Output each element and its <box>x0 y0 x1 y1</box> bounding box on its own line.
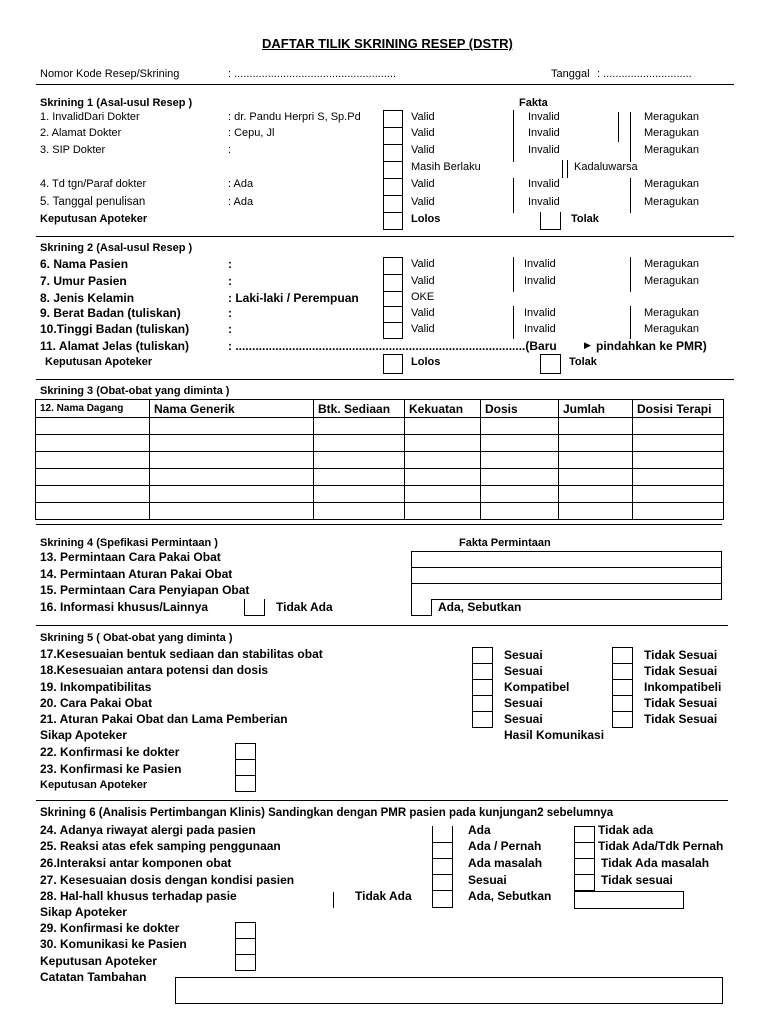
option-meragukan: Meragukan <box>644 196 700 208</box>
item-label: 5. Tanggal penulisan <box>40 196 146 208</box>
table-row[interactable] <box>36 435 724 452</box>
checkbox[interactable] <box>383 306 403 323</box>
item-label: 8. Jenis Kelamin <box>40 291 135 305</box>
keputusan-label: Keputusan Apoteker <box>40 213 148 225</box>
checkbox-edge[interactable] <box>513 144 514 162</box>
checkbox[interactable] <box>432 890 453 908</box>
sikap-label: Sikap Apoteker <box>40 905 127 919</box>
checkbox-edge[interactable] <box>513 257 514 275</box>
checkbox[interactable] <box>383 212 403 230</box>
checkbox[interactable] <box>432 826 453 843</box>
divider <box>36 84 734 85</box>
alamat-field[interactable]: : .......................................................................................(Baru <box>228 339 557 353</box>
item-value: : <box>228 306 232 320</box>
checkbox[interactable] <box>612 695 633 712</box>
column-header: Dosisi Terapi <box>633 400 724 418</box>
option-valid: Valid <box>411 323 435 335</box>
option-invalid: Invalid <box>528 178 560 190</box>
checkbox[interactable] <box>612 647 633 664</box>
option-b: Tidak Sesuai <box>644 664 718 678</box>
section-5-title: Skrining 5 ( Obat-obat yang diminta ) <box>40 632 233 644</box>
section-2-title: Skrining 2 (Asal-usul Resep ) <box>40 242 193 254</box>
checkbox[interactable] <box>432 858 453 875</box>
option-b: Inkompatibeli <box>644 680 722 694</box>
checkbox[interactable] <box>472 647 493 664</box>
column-header: Kekuatan <box>405 400 481 418</box>
option-b: Tidak Ada masalah <box>601 856 710 870</box>
item-label: 4. Td tgn/Paraf dokter <box>40 178 147 190</box>
option-ada-sebutkan: Ada, Sebutkan <box>438 600 522 614</box>
checkbox-edge[interactable] <box>513 127 514 145</box>
divider <box>36 379 734 380</box>
checkbox[interactable] <box>383 144 403 162</box>
konfirmasi-dokter-label: 22. Konfirmasi ke dokter <box>40 745 180 759</box>
item-label: 28. Hal-hall khusus terhadap pasie <box>40 889 237 903</box>
item-label: 7. Umur Pasien <box>40 274 127 288</box>
tanggal-field[interactable]: : ............................. <box>597 68 692 80</box>
column-header: Jumlah <box>559 400 633 418</box>
nomor-field[interactable]: : ..................................................... <box>228 68 397 80</box>
keputusan-label: Keputusan Apoteker <box>40 779 148 791</box>
option-b: Tidak Ada/Tdk Pernah <box>598 839 724 853</box>
checkbox[interactable] <box>472 695 493 712</box>
catatan-label: Catatan Tambahan <box>40 970 147 984</box>
option-invalid: Invalid <box>528 111 560 123</box>
option-b: Tidak Sesuai <box>644 648 718 662</box>
drug-table <box>35 399 724 520</box>
option-a: Ada masalah <box>468 856 543 870</box>
checkbox[interactable] <box>235 743 256 760</box>
checkbox[interactable] <box>383 178 403 196</box>
item-value: : Laki-laki / Perempuan <box>228 291 359 305</box>
option-a: Sesuai <box>504 712 543 726</box>
item-value: : <box>228 144 232 156</box>
item-value: : <box>228 257 232 271</box>
checkbox-edge[interactable] <box>513 110 514 128</box>
checkbox-edge[interactable] <box>630 306 631 339</box>
konfirmasi-pasien-label: 23. Konfirmasi ke Pasien <box>40 762 182 776</box>
option-a: Sesuai <box>468 873 507 887</box>
item-value: : <box>228 274 232 288</box>
option-meragukan: Meragukan <box>644 111 700 123</box>
option-b: Tidak ada <box>598 823 654 837</box>
item-value: : dr. Pandu Herpri S, Sp.Pd <box>228 111 361 123</box>
checkbox[interactable] <box>235 775 256 792</box>
checkbox[interactable] <box>411 599 432 616</box>
checkbox[interactable] <box>244 599 265 616</box>
tanggal-label: Tanggal <box>551 68 590 80</box>
option-invalid: Invalid <box>524 323 556 335</box>
arrow-right-icon: ▶ <box>584 340 591 350</box>
checkbox[interactable] <box>432 842 453 859</box>
option-invalid: Invalid <box>524 258 556 270</box>
divider <box>36 800 728 801</box>
checkbox[interactable] <box>383 291 403 307</box>
option-invalid: Invalid <box>528 144 560 156</box>
sikap-label: Sikap Apoteker <box>40 728 127 742</box>
option-a: Ada <box>468 823 491 837</box>
option-valid: Valid <box>411 111 435 123</box>
item-label: 10.Tinggi Badan (tuliskan) <box>40 322 190 336</box>
checkbox[interactable] <box>540 212 561 230</box>
item-label: 15. Permintaan Cara Penyiapan Obat <box>40 583 250 597</box>
hasil-komunikasi-label: Hasil Komunikasi <box>504 728 605 742</box>
checkbox[interactable] <box>383 274 403 292</box>
fakta-label: Fakta <box>519 97 548 109</box>
option-valid: Valid <box>411 144 435 156</box>
fakta-field[interactable] <box>411 567 722 584</box>
checkbox-edge[interactable] <box>513 274 514 292</box>
column-header: Nama Generik <box>150 400 314 418</box>
item-label: 3. SIP Dokter <box>40 144 106 156</box>
option-kadaluwarsa: Kadaluwarsa <box>574 161 638 173</box>
option-meragukan: Meragukan <box>644 307 700 319</box>
checkbox[interactable] <box>383 322 403 339</box>
checkbox-edge[interactable] <box>513 195 514 213</box>
option-lolos: Lolos <box>411 356 441 368</box>
option-masih-berlaku: Masih Berlaku <box>411 161 481 173</box>
item-label: 24. Adanya riwayat alergi pada pasien <box>40 823 256 837</box>
option-tolak: Tolak <box>569 356 597 368</box>
item-label: 19. Inkompatibilitas <box>40 680 152 694</box>
item-value: : Cepu, Jl <box>228 127 275 139</box>
option-invalid: Invalid <box>528 127 560 139</box>
item-value: : Ada <box>228 196 254 208</box>
item-label: 20. Cara Pakai Obat <box>40 696 153 710</box>
konfirmasi-dokter-label: 29. Konfirmasi ke dokter <box>40 921 180 935</box>
option-a: Ada / Pernah <box>468 839 542 853</box>
checkbox-edge[interactable] <box>618 112 619 142</box>
option-a: Sesuai <box>504 648 543 662</box>
item-value: : Ada <box>228 178 254 190</box>
item-label: 14. Permintaan Aturan Pakai Obat <box>40 567 233 581</box>
checkbox[interactable] <box>612 679 633 696</box>
item-label: 17.Kesesuaian bentuk sediaan dan stabilitas obat <box>40 647 323 661</box>
option-valid: Valid <box>411 258 435 270</box>
keputusan-label: Keputusan Apoteker <box>45 356 153 368</box>
nomor-label: Nomor Kode Resep/Skrining <box>40 68 180 80</box>
item-label: 21. Aturan Pakai Obat dan Lama Pemberian <box>40 712 288 726</box>
column-header: Btk. Sediaan <box>314 400 405 418</box>
fakta-permintaan-label: Fakta Permintaan <box>459 537 551 549</box>
page-title: DAFTAR TILIK SKRINING RESEP (DSTR) <box>262 36 513 51</box>
checkbox[interactable] <box>612 711 633 728</box>
checkbox[interactable] <box>383 354 403 374</box>
checkbox[interactable] <box>383 195 403 213</box>
item-label: 6. Nama Pasien <box>40 257 129 271</box>
option-b: Tidak Sesuai <box>644 712 718 726</box>
checkbox[interactable] <box>432 874 453 891</box>
checkbox[interactable] <box>235 954 256 971</box>
checkbox[interactable] <box>574 874 595 891</box>
pindahkan-label: pindahkan ke PMR) <box>596 339 707 353</box>
table-row[interactable] <box>36 486 724 503</box>
checkbox-edge[interactable] <box>630 112 631 162</box>
option-meragukan: Meragukan <box>644 275 700 287</box>
checkbox-edge[interactable] <box>562 160 563 178</box>
column-header: 12. Nama Dagang <box>36 400 150 418</box>
option-b: Tidak sesuai <box>601 873 673 887</box>
item-value: : <box>228 322 232 336</box>
section-4-title: Skrining 4 (Spefikasi Permintaan ) <box>40 537 218 549</box>
option-a: Sesuai <box>504 696 543 710</box>
option-invalid: Invalid <box>524 307 556 319</box>
divider <box>36 524 722 525</box>
checkbox[interactable] <box>540 354 561 374</box>
option-valid: Valid <box>411 127 435 139</box>
item-label: 11. Alamat Jelas (tuliskan) <box>40 339 189 353</box>
checkbox-edge[interactable] <box>513 306 514 323</box>
option-a: Ada, Sebutkan <box>468 889 552 903</box>
option-tidak-ada: Tidak Ada <box>355 889 412 903</box>
item-label: 27. Kesesuaian dosis dengan kondisi pasien <box>40 873 295 887</box>
option-a: Kompatibel <box>504 680 570 694</box>
checkbox[interactable] <box>612 663 633 680</box>
item-label: 1. InvalidDari Dokter <box>40 111 140 123</box>
item-label: 13. Permintaan Cara Pakai Obat <box>40 550 221 564</box>
checkbox[interactable] <box>472 711 493 728</box>
option-invalid: Invalid <box>528 196 560 208</box>
checkbox[interactable] <box>383 257 403 275</box>
checkbox[interactable] <box>383 127 403 145</box>
option-invalid: Invalid <box>524 275 556 287</box>
keputusan-label: Keputusan Apoteker <box>40 954 157 968</box>
option-valid: Valid <box>411 196 435 208</box>
option-valid: Valid <box>411 307 435 319</box>
item-label: 26.Interaksi antar komponen obat <box>40 856 232 870</box>
checkbox[interactable] <box>235 759 256 776</box>
fakta-field[interactable] <box>411 583 722 600</box>
section-3-title: Skrining 3 (Obat-obat yang diminta ) <box>40 385 230 397</box>
checkbox[interactable] <box>574 842 595 859</box>
checkbox-edge[interactable] <box>333 892 334 908</box>
option-meragukan: Meragukan <box>644 144 700 156</box>
item-label: 16. Informasi khusus/Lainnya <box>40 600 209 614</box>
komunikasi-pasien-label: 30. Komunikasi ke Pasien <box>40 937 187 951</box>
divider <box>36 236 734 237</box>
table-row[interactable] <box>36 452 724 469</box>
checkbox-edge[interactable] <box>513 322 514 339</box>
checkbox[interactable] <box>235 938 256 955</box>
option-b: Tidak Sesuai <box>644 696 718 710</box>
checkbox[interactable] <box>574 826 595 843</box>
checkbox[interactable] <box>235 922 256 939</box>
item-label: 2. Alamat Dokter <box>40 127 122 139</box>
checkbox-edge[interactable] <box>513 178 514 196</box>
option-meragukan: Meragukan <box>644 323 700 335</box>
option-lolos: Lolos <box>411 213 441 225</box>
item-label: 9. Berat Badan (tuliskan) <box>40 306 181 320</box>
ada-sebutkan-field[interactable] <box>574 891 684 909</box>
item-label: 18.Kesesuaian antara potensi dan dosis <box>40 663 269 677</box>
divider <box>36 625 728 626</box>
option-meragukan: Meragukan <box>644 127 700 139</box>
option-tolak: Tolak <box>571 213 599 225</box>
checkbox[interactable] <box>383 110 403 128</box>
option-meragukan: Meragukan <box>644 178 700 190</box>
table-row[interactable] <box>36 503 724 520</box>
checkbox-edge[interactable] <box>630 257 631 292</box>
option-valid: Valid <box>411 178 435 190</box>
checkbox-edge[interactable] <box>630 178 631 213</box>
catatan-field[interactable] <box>175 977 723 1004</box>
checkbox[interactable] <box>383 161 403 179</box>
checkbox-edge[interactable] <box>567 160 568 178</box>
table-row[interactable] <box>36 418 724 435</box>
fakta-field[interactable] <box>411 551 722 568</box>
table-row[interactable] <box>36 469 724 486</box>
column-header: Dosis <box>481 400 559 418</box>
checkbox[interactable] <box>472 663 493 680</box>
option-tidak-ada: Tidak Ada <box>276 600 333 614</box>
checkbox[interactable] <box>472 679 493 696</box>
option-oke: OKE <box>411 291 435 303</box>
option-a: Sesuai <box>504 664 543 678</box>
option-meragukan: Meragukan <box>644 258 700 270</box>
item-label: 25. Reaksi atas efek samping penggunaan <box>40 839 281 853</box>
option-valid: Valid <box>411 275 435 287</box>
section-1-title: Skrining 1 (Asal-usul Resep ) <box>40 97 193 109</box>
checkbox[interactable] <box>574 858 595 875</box>
section-6-title: Skrining 6 (Analisis Pertimbangan Klinis) Sandingkan dengan PMR pasien pada kunjungan2 sebelumnya <box>40 807 614 819</box>
